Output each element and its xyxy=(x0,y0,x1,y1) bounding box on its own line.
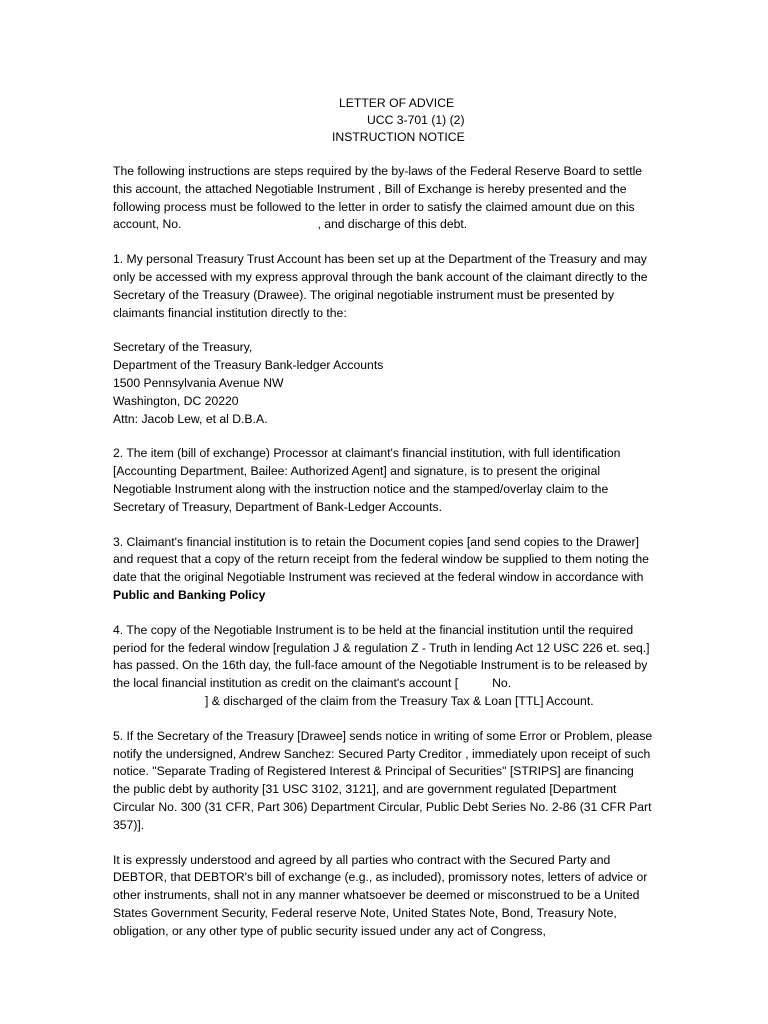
intro-text: The following instructions are steps required by the by-laws of the Federal Reserve Board to settle this account, the attached Negotiable Instrument , Bill of Exchange is hereby presented and the following process must be followed to the letter in order to satisfy the claimed amount due on this account, No. xyxy=(113,164,643,232)
paragraph-2: 2. The item (bill of exchange) Processor at claimant's financial institution, with full identification [Accounting Department, Bailee: Authorized Agent] and signature, is to present the original Negotiable Instrument along with the instruction notice and the stamped/overlay claim to the Secretary of Treasury, Department of Bank-Ledger Accounts. xyxy=(113,446,621,514)
treasury-address xyxy=(113,339,653,428)
paragraph-4-text-end: ] & discharged of the claim from the Treasury Tax & Loan [TTL] Account. xyxy=(205,693,594,708)
address-line: Washington, DC 20220 xyxy=(113,393,239,408)
paragraph-1: 1. My personal Treasury Trust Account has been set up at the Department of the Treasury and may only be accessed with my express approval through the bank account of the claimant directly to the Secretary of the Treasury (Drawee). The original negotiable instrument must be presented by claimants financial institution directly to the: xyxy=(113,252,648,320)
paragraph-6: It is expressly understood and agreed by all parties who contract with the Secured Party and DEBTOR, that DEBTOR's bill of exchange (e.g., as included), promissory notes, letters of advice or other instruments, shall not in any manner whatsoever be deemed or misconstrued to be a United States Government Security, Federal reserve Note, United States Note, Bond, Treasury Note, obligation, or any other type of public security issued under any act of Congress, xyxy=(113,852,648,938)
paragraph-5: 5. If the Secretary of the Treasury [Drawee] sends notice in writing of some Error or Problem, please notify the undersigned, Andrew Sanchez: Secured Party Creditor , immediately upon receipt of such notice. "Separate Trading of Registered Interest & Principal of Securities" [STRIPS] are financing the public debt by authority [31 USC 3102, 3121], and are government regulated [Department Circular No. 300 (31 CFR, Part 306) Department Circular, Public Debt Series No. 2-86 (31 CFR Part 357)]. xyxy=(113,728,653,832)
address-line: Department of the Treasury Bank-ledger Accounts xyxy=(113,358,384,373)
intro-text-end: , and discharge of this debt. xyxy=(317,217,468,232)
intro-paragraph xyxy=(113,163,653,234)
header-title: LETTER OF ADVICE xyxy=(339,96,455,110)
header-subtitle: INSTRUCTION NOTICE xyxy=(332,130,465,144)
paragraph-3-text: 3. Claimant's financial institution is to retain the Document copies [and send copies to the Drawer] and request that a copy of the return receipt from the federal window be supplied to them noting the date that the original Negotiable Instrument was recieved at the federal window in accordance with xyxy=(113,534,649,585)
paragraph-4 xyxy=(113,622,653,711)
address-line: Attn: Jacob Lew, et al D.B.A. xyxy=(113,411,268,426)
policy-reference: Public and Banking Policy xyxy=(113,587,266,602)
document-body xyxy=(113,163,653,957)
account-no-label: No. xyxy=(492,676,512,691)
paragraph-3 xyxy=(113,534,653,605)
address-line: Secretary of the Treasury, xyxy=(113,340,253,355)
paragraph-4-text: 4. The copy of the Negotiable Instrument is to be held at the financial institution until the required period for the federal window [regulation J & regulation Z - Truth in lending Act 12 USC 226 et. seq.] has passed. On the 16th day, the full-face amount of the Negotiable Instrument is to be released by the local financial institution as credit on the claimant's account [ xyxy=(113,622,650,691)
address-line: 1500 Pennsylvania Avenue NW xyxy=(113,375,284,390)
header-ucc-reference: UCC 3-701 (1) (2) xyxy=(367,113,465,127)
